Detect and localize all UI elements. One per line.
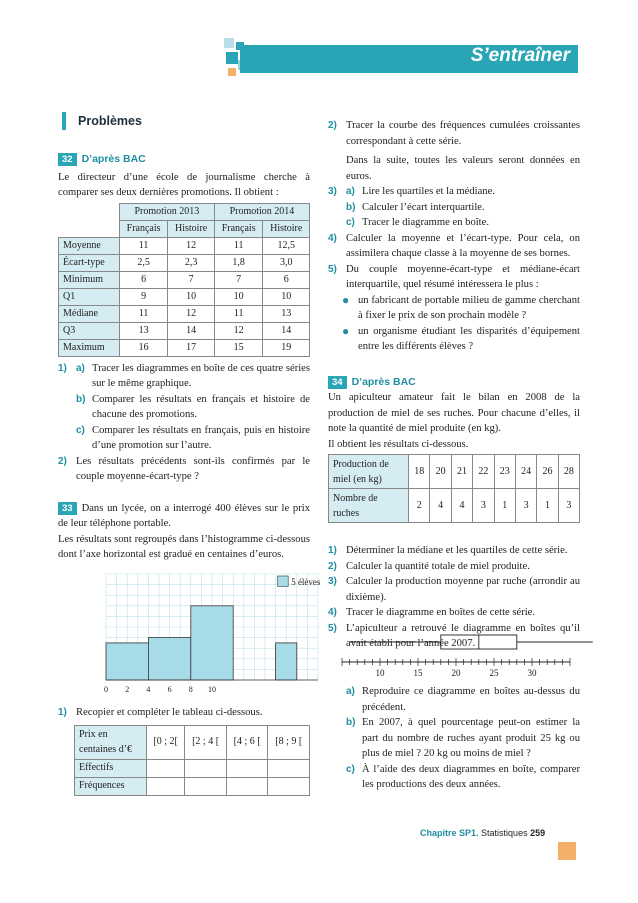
ex34-q5b [328,715,580,762]
table-cell: 11 [119,237,168,254]
ex32-title: D’après BAC [81,153,146,165]
production-cell: 28 [558,455,579,489]
table-cell: 6 [119,271,168,288]
ex32-intro: Le directeur d’une école de journalisme cherche à comparer ses deux dernières promotions. Il obtient : [58,171,310,198]
table-cell: 9 [119,288,168,305]
q-letter: a) [346,686,355,697]
production-cell: 21 [451,455,472,489]
histogram-bar [148,638,190,680]
table-row [59,322,310,339]
ex32-number: 32 [58,153,77,166]
x-tick-label: 10 [208,685,216,694]
empty-cell[interactable] [185,759,227,777]
axis-tick-label: 15 [413,668,423,678]
q-text: Lire les quartiles et la médiane. [362,186,495,197]
q-letter: c) [346,217,355,228]
production-row-label: Production de miel (en kg) [329,455,409,489]
q-number: 2) [58,455,67,467]
table-cell: 3,0 [263,254,310,271]
x-tick-label: 0 [104,685,108,694]
ruches-cell: 3 [558,489,579,523]
row-label: Maximum [59,339,120,356]
footer [420,826,545,842]
ex32-q2 [58,454,310,485]
left-column [58,112,310,563]
row-label: Minimum [59,271,120,288]
ex34-q5a [328,684,580,715]
ex34-intro2: Il obtient les résultats ci-dessous. [328,438,469,450]
ruches-cell: 3 [515,489,536,523]
table-cell: 17 [168,339,215,356]
ex34-intro1: Un apiculteur amateur fait le bilan en 2008 de la production de miel de ses ruches. Pour chacune d’elles, il note la quantité de miel produite (en kg). [328,392,580,434]
empty-cell[interactable] [185,777,227,795]
production-cell: 20 [430,455,451,489]
q-letter: a) [76,362,85,374]
q-number: 5) [328,622,337,634]
page-title: S’entraîner [470,45,570,66]
price-row-label: Prix en centaines d’€ [75,725,147,759]
row-label: Médiane [59,305,120,322]
q-text: Calculer l’écart interquartile. [362,201,485,213]
boxplot-diagram [330,628,580,680]
subject-header: Français [119,220,168,237]
empty-cell[interactable] [147,777,185,795]
bullet-text: un organisme étudiant les disparités d’équipement entre les différents élèves ? [358,325,580,352]
q-number: 1) [328,545,337,556]
table-cell: 15 [214,339,263,356]
subject-header: Histoire [263,220,310,237]
bullet-icon: ● [342,323,350,338]
empty-cell[interactable] [268,777,310,795]
table-cell: 2,3 [168,254,215,271]
legend-label: 5 élèves [291,577,321,587]
footer-chapter: Chapitre SP1. [420,828,479,838]
q-text: Tracer les diagrammes en boîte de ces quatre séries sur le même graphique. [92,362,310,389]
q-number: 3) [328,576,337,587]
ex33-bullet-1 [328,293,580,324]
row-label: Écart-type [59,254,120,271]
ex34-q4 [328,605,580,621]
ex33-q3a [328,184,580,200]
class-cell: [8 ; 9 [ [268,725,310,759]
ex34-title: D’après BAC [351,375,416,388]
ex34-q5c [328,762,580,793]
ex33-question-area [58,705,310,796]
ruches-cell: 4 [430,489,451,523]
q-number: 4) [328,232,337,244]
promo-2013-header: Promotion 2013 [119,203,214,220]
q-number: 5) [328,263,337,275]
q-letter: b) [346,201,356,213]
q-text: Déterminer la médiane et les quartiles de cette série. [346,545,568,556]
x-tick-label: 4 [146,685,151,694]
ruches-cell: 3 [473,489,494,523]
right-column [328,118,580,652]
ex33-intro2: Les résultats sont regroupés dans l’histogramme ci-dessous dont l’axe horizontal est gradué en centaines d’euros. [58,533,310,560]
subject-header: Histoire [168,220,215,237]
subject-header: Français [214,220,263,237]
histogram-bar [191,606,233,680]
ex33-q4 [328,231,580,262]
q-text: En 2007, à quel pourcentage peut-on estimer la part du nombre de ruches ayant produit 25 kg ou plus de miel ? 20 kg ou moins de miel ? [362,717,580,759]
footer-page: 259 [530,828,546,838]
q-text: Les résultats précédents sont-ils confirmés par le couple moyenne-écart-type ? [76,455,310,482]
axis-tick-label: 30 [527,668,537,678]
q-text: Calculer la production moyenne par ruche (arrondir au dixième). [346,576,580,603]
production-cell: 22 [473,455,494,489]
empty-cell[interactable] [268,759,310,777]
table-cell: 11 [214,237,263,254]
legend-swatch [278,576,289,586]
production-cell: 26 [537,455,558,489]
axis-tick-label: 10 [375,668,385,678]
ex32-table [58,203,310,357]
q-letter: c) [76,424,85,436]
effectifs-row-label: Effectifs [75,759,147,777]
ex32-q1 [58,361,310,454]
q-text: Calculer la quantité totale de miel produite. [346,560,530,572]
table-cell: 10 [168,288,215,305]
q-text: Tracer la courbe des fréquences cumulées croissantes correspondant à cette série. [346,120,580,147]
ruches-cell: 1 [494,489,515,523]
q-text: À l’aide des deux diagrammes en boîte, comparer les productions des deux années. [362,763,580,790]
x-tick-label: 2 [125,685,130,694]
ex32-heading [58,152,310,168]
q-text: Tracer le diagramme en boîtes de cette série. [346,607,536,618]
table-cell: 13 [119,322,168,339]
q-number: 1) [58,707,67,718]
empty-cell[interactable] [226,777,268,795]
q-text: Recopier et compléter le tableau ci-dessous. [76,707,263,718]
table-cell: 12 [214,322,263,339]
q-text: Calculer la moyenne et l’écart-type. Pour cela, on assimilera chaque classe à la moyenne de ses bornes. [346,232,580,259]
ex34-heading [328,375,580,391]
table-cell: 11 [119,305,168,322]
table-row [59,254,310,271]
q-text: Du couple moyenne-écart-type et médiane-écart interquartile, quel résumé intéressera le plus : [346,263,580,290]
histogram-bar [106,643,148,680]
ex33-table [74,725,310,796]
ex34-q2 [328,559,580,575]
ruches-row-label: Nombre de ruches [329,489,409,523]
ex34-q3 [328,574,580,605]
ex32-table-body [59,237,310,356]
empty-cell[interactable] [147,759,185,777]
section-title: Problèmes [62,112,310,130]
table-cell: 16 [119,339,168,356]
production-cell: 18 [409,455,430,489]
x-tick-label: 8 [188,685,193,694]
q-letter: b) [346,717,356,728]
table-cell: 7 [214,271,263,288]
axis-tick-label: 20 [451,668,461,678]
table-cell: 7 [168,271,215,288]
ruches-cell: 2 [409,489,430,523]
q-text: L’apiculteur a retrouvé le diagramme en boîtes qu’il avait établi pour l’année 2007. [346,622,580,649]
footer-topic: Statistiques [481,828,528,838]
ex34-q1 [328,543,580,559]
x-tick-label: 6 [167,685,172,694]
class-cell: [4 ; 6 [ [226,725,268,759]
table-cell: 6 [263,271,310,288]
frequences-row-label: Fréquences [75,777,147,795]
row-label: Q1 [59,288,120,305]
footer-square [558,842,576,860]
table-cell: 10 [214,288,263,305]
q-number: 3) [328,186,337,197]
ex34-q5-subs [328,684,580,793]
class-cell: [2 ; 4 [ [185,725,227,759]
ex33-number: 33 [58,502,77,515]
table-row [59,305,310,322]
table-row [59,288,310,305]
q-number: 1) [58,362,67,374]
class-cell: [0 ; 2[ [147,725,185,759]
ex33-q5 [328,262,580,293]
q-text: Comparer les résultats en français et histoire de chacune des promotions. [92,393,310,420]
q-number: 2) [328,120,337,131]
table-cell: 13 [263,305,310,322]
ex33-q3b [328,200,580,216]
production-cell: 23 [494,455,515,489]
table-cell: 19 [263,339,310,356]
q-letter: c) [346,763,355,775]
table-row [59,339,310,356]
promo-2014-header: Promotion 2014 [214,203,309,220]
ex34-table [328,454,580,523]
table-cell: 12,5 [263,237,310,254]
histogram-chart [68,568,321,700]
q-text: Tracer le diagramme en boîte. [362,217,489,228]
table-cell: 14 [263,322,310,339]
table-cell: 11 [214,305,263,322]
ex33-intro1-text: Dans un lycée, on a interrogé 400 élèves sur le prix de leur téléphone portable. [58,502,310,529]
table-cell: 10 [263,288,310,305]
ex33-q1 [58,705,310,721]
row-label: Q3 [59,322,120,339]
ruches-cell: 1 [537,489,558,523]
q-text: Reproduire ce diagramme en boîtes au-dessus du précédent. [362,686,580,713]
bullet-icon: ● [342,292,350,307]
ex33-bullet-2 [328,324,580,355]
row-label: Moyenne [59,237,120,254]
axis-tick-label: 25 [489,668,499,678]
histogram-bar [276,643,297,680]
bullet-text: un fabricant de portable milieu de gamme cherchant à fixer le prix de son prochain modèle ? [358,294,580,321]
table-cell: 1,8 [214,254,263,271]
q-letter: b) [76,393,86,405]
table-cell: 12 [168,237,215,254]
empty-cell[interactable] [226,759,268,777]
table-row [59,271,310,288]
q-text: Comparer les résultats en français, puis en histoire d’une promotion sur l’autre. [92,424,310,451]
ex33-intro1 [58,501,310,532]
ex34-number: 34 [328,376,347,389]
q-number: 4) [328,607,337,618]
ruches-cell: 4 [451,489,472,523]
table-cell: 2,5 [119,254,168,271]
table-row [59,237,310,254]
q-number: 2) [328,560,337,572]
q-letter: a) [346,186,355,197]
table-cell: 14 [168,322,215,339]
ex33-note: Dans la suite, toutes les valeurs seront données en euros. [346,155,580,182]
ex33-q2 [328,118,580,149]
ex33-q3c [328,215,580,231]
production-cell: 24 [515,455,536,489]
table-cell: 12 [168,305,215,322]
